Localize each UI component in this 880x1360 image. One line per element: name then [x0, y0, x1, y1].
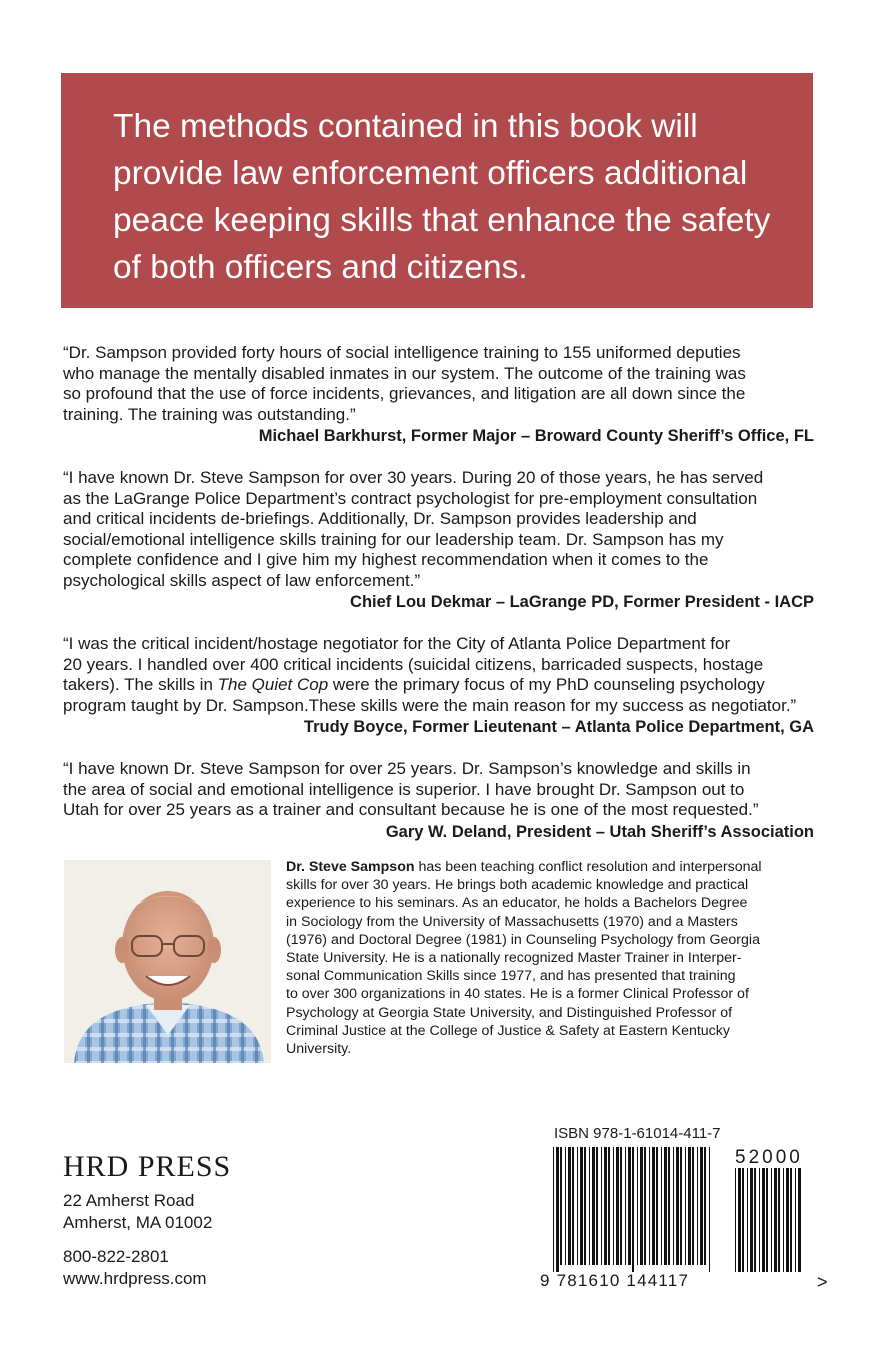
barcode-bar [616, 1147, 619, 1265]
author-bio: Dr. Steve Sampson has been teaching conflict resolution and interpersonal skills for over 30 years. He brings both academic knowledge and practical experience to his seminars. As an educator, he holds a Bachelors Degree in Sociology from the University of Massachusetts (1970) and a Masters (1976) and Doctoral Degree (1981) in Counseling Psychology from Georgia State University. He is a nationally recognized Master Trainer in Interper- sonal Communication Skills since 1977, and has presented that training to over 300 organizations in 40 states. He is a former Clinical Professor of Psychology at Georgia State University, and Distinguished Professor of Criminal Justice at the College of Justice & Safety at Eastern Kentucky University. [286, 859, 762, 1058]
barcode-bar [656, 1147, 658, 1265]
barcode-bar [790, 1168, 792, 1272]
testimonial-text: “I have known Dr. Steve Sampson for over 25 years. Dr. Sampson’s knowledge and skills in the area of social and emotional intelligence is superior. I have brought Dr. Sampson out to Utah for over 25 years as a trainer and consultant because he is one of the most requested.” [63, 759, 759, 819]
barcode-bar [750, 1168, 753, 1272]
barcode-bar [568, 1147, 571, 1265]
testimonial-attribution: Michael Barkhurst, Former Major – Broward County Sheriff’s Office, FL [258, 427, 814, 445]
author-portrait-image [64, 860, 271, 1063]
barcode-bar [604, 1147, 607, 1265]
barcode-bar [762, 1168, 765, 1272]
testimonial-text: “I was the critical incident/hostage negotiator for the City of Atlanta Police Department for 20 years. I handled over 400 critical incidents (suicidal citizens, barricaded suspects, hostage takers). The skills in The Quiet Cop were the primary focus of my PhD counseling psychology program taught by Dr. Sampson.These skills were the main reason for my success as negotiator.” [63, 634, 797, 715]
barcode-bar [553, 1147, 554, 1272]
barcode-bar [709, 1147, 710, 1272]
barcode-bar [577, 1147, 578, 1265]
barcode-bar [700, 1147, 703, 1265]
barcode-bar [661, 1147, 662, 1265]
barcode-bar [795, 1168, 796, 1272]
publisher-address-line1: 22 Amherst Road [63, 1191, 195, 1210]
barcode-bar [589, 1147, 590, 1265]
barcode-digits: 9 781610 144117 [540, 1271, 690, 1290]
barcode-bar [596, 1147, 598, 1265]
author-name: Dr. Steve Sampson [286, 859, 415, 875]
barcode-bar [592, 1147, 595, 1265]
barcode-bar [556, 1147, 559, 1272]
isbn-label: ISBN 978-1-61014-411-7 [554, 1125, 721, 1142]
barcode-bar [652, 1147, 655, 1265]
publisher-address-line2: Amherst, MA 01002 [63, 1213, 213, 1232]
barcode-bar [738, 1168, 741, 1272]
testimonial [63, 759, 818, 843]
publisher-logo: HRD PRESS [63, 1150, 232, 1183]
barcode-bar [644, 1147, 646, 1265]
book-title: The Quiet Cop [217, 675, 329, 694]
barcode-bar [771, 1168, 772, 1272]
testimonial [63, 634, 818, 738]
barcode-bar [625, 1147, 626, 1265]
barcode-bar [637, 1147, 638, 1265]
price-barcode [735, 1168, 805, 1272]
barcode-bar [676, 1147, 679, 1265]
barcode-bar [798, 1168, 801, 1272]
barcode-bar [778, 1168, 780, 1272]
barcode-bar [668, 1147, 670, 1265]
barcode-bar [742, 1168, 744, 1272]
barcode-bar [735, 1168, 736, 1272]
testimonial-attribution: Trudy Boyce, Former Lieutenant – Atlanta Police Department, GA [303, 718, 814, 736]
barcode-bar [774, 1168, 777, 1272]
headline-banner [61, 73, 813, 308]
testimonials [63, 343, 818, 864]
barcode-bar [747, 1168, 748, 1272]
barcode-bar [608, 1147, 610, 1265]
testimonial-text: “Dr. Sampson provided forty hours of social intelligence training to 155 uniformed deputies who manage the mentally disabled inmates in our system. The outcome of the training was so profound that the use of force incidents, grievances, and litigation are all down since the training. The training was outstanding.” [63, 343, 746, 424]
testimonial [63, 468, 818, 613]
barcode-bar [580, 1147, 583, 1265]
barcode-bar [766, 1168, 768, 1272]
headline-text: The methods contained in this book will provide law enforcement officers additional peace keeping skills that enhance the safety of both officers and citizens. [113, 108, 771, 286]
price-code: 52000 [735, 1147, 803, 1168]
publisher-website: www.hrdpress.com [63, 1269, 207, 1288]
publisher-block [63, 1150, 231, 1290]
barcode-bar [680, 1147, 682, 1265]
barcode-bar [759, 1168, 760, 1272]
barcode-bar [640, 1147, 643, 1265]
barcode-bar [685, 1147, 686, 1265]
barcode-bar [628, 1147, 631, 1265]
barcode-bar [649, 1147, 650, 1265]
barcode-bar [783, 1168, 784, 1272]
barcode-bar [565, 1147, 566, 1265]
barcode-bar [692, 1147, 694, 1265]
barcode-bar [704, 1147, 706, 1265]
barcode-bar [664, 1147, 667, 1265]
testimonial-attribution: Chief Lou Dekmar – LaGrange PD, Former President - IACP [350, 593, 814, 611]
barcode-bar [584, 1147, 586, 1265]
barcode-bar [697, 1147, 698, 1265]
barcode-bar [613, 1147, 614, 1265]
barcode-bar [620, 1147, 622, 1265]
barcode-bar [560, 1147, 562, 1265]
barcode-bar [688, 1147, 691, 1265]
barcode-bar [572, 1147, 574, 1265]
barcode-bar [673, 1147, 674, 1265]
barcode-bar [601, 1147, 602, 1265]
barcode-bar [632, 1147, 634, 1272]
barcode-bar [754, 1168, 756, 1272]
barcode-arrow: > [817, 1272, 828, 1292]
testimonial-attribution: Gary W. Deland, President – Utah Sheriff’s Association [385, 822, 814, 841]
testimonial-text: “I have known Dr. Steve Sampson for over 30 years. During 20 of those years, he has served as the LaGrange Police Department’s contract psychologist for pre-employment consultation and critical incidents de-briefings. Additionally, Dr. Sampson provides leadership and social/emotional intelligence skills training for our leadership team. Dr. Sampson has my complete confidence and I give him my highest recommendation when it comes to the psychological skills aspect of law enforcement.” [63, 468, 764, 590]
barcode-bar [786, 1168, 789, 1272]
author-photo [64, 860, 271, 1063]
isbn-barcode [553, 1147, 713, 1272]
testimonial [63, 343, 818, 447]
publisher-phone: 800-822-2801 [63, 1247, 169, 1266]
